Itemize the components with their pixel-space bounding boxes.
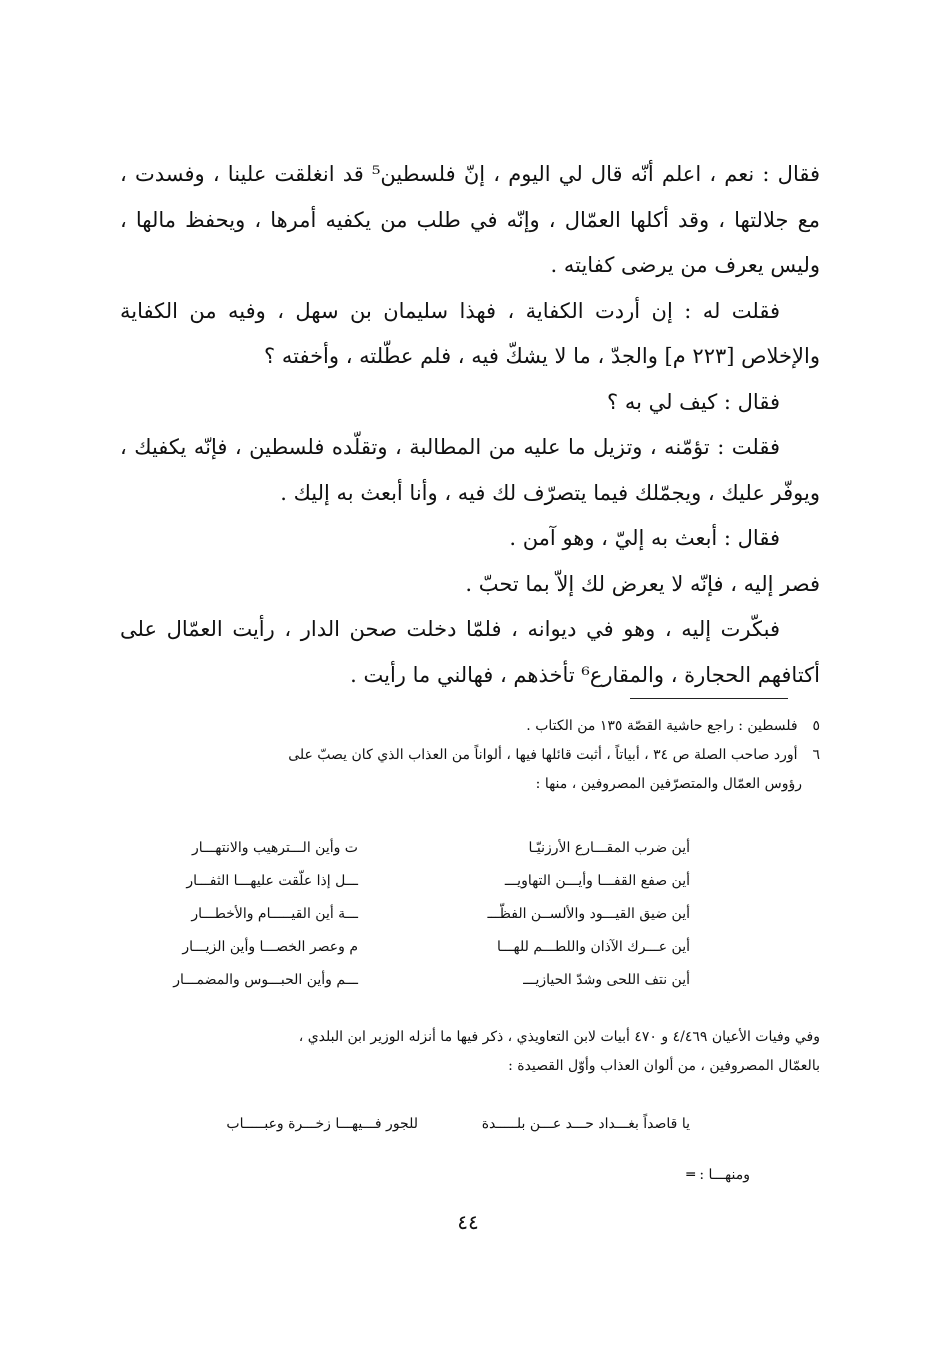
verse-first-hemistich: أين ضرب المقـــارع الأرزنيّـا [528, 840, 690, 856]
poem [0, 832, 938, 997]
paragraph: فقال : أبعث به إليّ ، وهو آمن . [509, 526, 780, 550]
verse-first-hemistich: أين ضيق القيـــود والألســن الفظّـــ [487, 906, 690, 922]
poem-verse [0, 1108, 938, 1141]
paragraph: فقلت : تؤمّنه ، وتزيل ما عليه من المطالبة ، وتقلّده فلسطين ، فإنّه يكفيك ، ويوفّر عليك ، ويجمّلك فيما يتصرّف لك فيه ، وأنا أبعث به إليك . [120, 435, 820, 505]
footnotes [108, 712, 820, 799]
poem-verse [0, 898, 938, 931]
verse-second-hemistich: ـــل إذا علّقت عليهـــا الثفـــار [186, 873, 358, 889]
paragraph: فقال : نعم ، اعلم أنّه قال لي اليوم ، إنّ فلسطين⁵ قد انغلقت علينا ، وفسدت ، مع جلالتها ، وقد أكلها العمّال ، وإنّه في طلب من يكفيه أمرها ، ويحفظ مالها ، وليس يعرف من يرضى كفايته . [120, 162, 821, 277]
footnote-number: ٦ [812, 747, 820, 763]
verse-first-hemistich: أين عـــرك الآذان واللطـــم للهـــا [496, 939, 690, 955]
footnote-number: ٥ [812, 718, 820, 734]
main-text [120, 152, 820, 698]
verse-second-hemistich: ـــة أين القيـــــام والأخطـــار [191, 906, 358, 922]
footnote-6 [108, 741, 820, 770]
poem-verse [0, 964, 938, 997]
verse-second-hemistich: ـــم وأين الحبـــوس والمضمـــار [173, 972, 358, 988]
continuation-marker: ومنهـــا : ═ [686, 1167, 750, 1183]
paragraph: فبكّرت إليه ، وهو في ديوانه ، فلمّا دخلت صحن الدار ، رأيت العمّال على أكتافهم الحجارة ، والمقارع⁶ تأخذهم ، فهالني ما رأيت . [120, 617, 820, 687]
paragraph: فصر إليه ، فإنّه لا يعرض لك إلاّ بما تحبّ . [465, 571, 820, 596]
verse-second-hemistich: ت وأين الـــترهيب والانتهـــار [191, 840, 358, 856]
footnote-text: فلسطين : راجع حاشية القصّة ١٣٥ من الكتاب . [526, 718, 798, 734]
footnote-line: وفي وفيات الأعيان ٤/٤٦٩ و ٤٧٠ أبيات لابن التعاويذي ، ذكر فيها ما أنزله الوزير ابن البلدي ، [298, 1029, 820, 1045]
poem-verse [0, 931, 938, 964]
verse-first-hemistich: أين صفع القفـــا وأيـــن التهاويـــ [504, 873, 690, 889]
paragraph: فقال : كيف لي به ؟ [607, 389, 780, 414]
verse-first-hemistich: أين نتف اللحى وشدّ الحيازيـــ [523, 972, 690, 988]
page-number: ٤٤ [457, 1210, 479, 1234]
footnote-text: أورد صاحب الصلة ص ٣٤ ، أبياتاً ، أثبت قائلها فيها ، ألواناً من العذاب الذي كان يصبّ على [288, 747, 798, 763]
footnote-wafayat [108, 1023, 820, 1081]
footnote-line: بالعمّال المصروفين ، من ألوان العذاب وأوّل القصيدة : [508, 1058, 820, 1074]
footnote-5 [108, 712, 820, 741]
paragraph: فقلت له : إن أردت الكفاية ، فهذا سليمان بن سهل ، وفيه من الكفاية والإخلاص [٢٢٣ م] والجدّ ، ما لا يشكّ فيه ، فلم عطّلته ، وأخفته ؟ [120, 298, 820, 368]
verse-second-hemistich: للجور فـــيهـــا زخـــرة وعبـــــاب [226, 1116, 418, 1132]
poem-verse [0, 832, 938, 865]
footnote-divider [630, 698, 788, 699]
poem-verse [0, 865, 938, 898]
verse-first-hemistich: يا قاصداً بغـــداد حـــد عـــن بلـــــدة [481, 1116, 690, 1132]
footnote-text-continued: رؤوس العمّال والمتصرّفين المصروفين ، منها : [535, 776, 802, 792]
verse-second-hemistich: م وعصر الخصـــا وأين الزيـــار [182, 939, 358, 955]
poem-second [0, 1108, 938, 1141]
